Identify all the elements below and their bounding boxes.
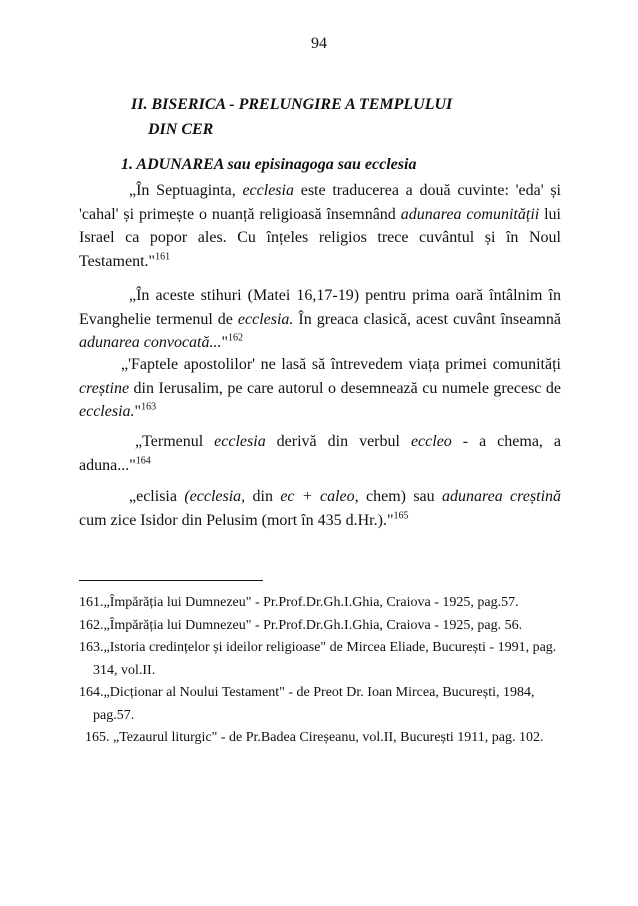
chapter-title-line-1: II. BISERICA - PRELUNGIRE A TEMPLULUI xyxy=(131,96,453,113)
footnote-ref-161: 161 xyxy=(155,251,171,263)
paragraph-5 xyxy=(79,485,561,532)
paragraph-4 xyxy=(79,430,561,477)
chapter-title-line-2: DIN CER xyxy=(148,121,214,138)
text-run: din xyxy=(245,488,281,505)
footnote-ref-163: 163 xyxy=(141,401,157,413)
text-run: cum zice Isidor din Pelusim (mort în 435 d.Hr.)." xyxy=(79,511,394,529)
text-run: este traducerea a două cuvinte: 'eda' și 'cahal' și primește o nuanță religioasă însemnând xyxy=(79,182,562,223)
italic-term: adunarea creștină xyxy=(441,488,562,505)
italic-term: eccleo xyxy=(410,433,452,450)
text-run: chem) sau xyxy=(358,488,442,505)
italic-term: creștine xyxy=(79,379,130,397)
italic-term: ecclesia xyxy=(242,182,294,199)
footnote-ref-164: 164 xyxy=(135,455,151,467)
footnotes xyxy=(79,592,569,750)
footnote-165: 165. „Tezaurul liturgic" - de Pr.Badea Cireșeanu, vol.II, București 1911, pag. 102. xyxy=(85,730,544,745)
text-run: " xyxy=(221,334,229,351)
italic-term: ecclesia xyxy=(214,433,266,450)
text-run: „Termenul xyxy=(135,433,215,450)
footnote-161: 161.„Împărăția lui Dumnezeu" - Pr.Prof.Dr.Gh.I.Ghia, Craiova - 1925, pag.57. xyxy=(79,595,519,610)
italic-term: ecclesia. xyxy=(79,403,135,420)
paragraph-1 xyxy=(79,179,561,273)
italic-term: adunarea comunității xyxy=(400,205,540,223)
text-run: " xyxy=(134,403,142,420)
footnote-separator xyxy=(79,580,263,581)
section-title: 1. ADUNAREA sau episinagoga sau ecclesia xyxy=(121,156,417,173)
paragraph-2 xyxy=(79,284,561,355)
text-run: din Ierusalim, pe care autorul o desemnează cu numele grecesc de xyxy=(129,379,561,397)
footnote-ref-162: 162 xyxy=(228,332,244,344)
paragraph-3 xyxy=(79,353,561,424)
page-number: 94 xyxy=(311,35,327,52)
italic-term: ecclesia. xyxy=(237,310,294,328)
footnote-163: 163.„Istoria credințelor și ideilor religioase" de Mircea Eliade, București - 1991, pag. 314, vol.II. xyxy=(79,640,557,678)
text-run: „eclisia xyxy=(129,488,185,505)
text-run: „În Septuaginta, xyxy=(129,182,243,199)
footnote-162: 162.„Împărăția lui Dumnezeu" - Pr.Prof.Dr.Gh.I.Ghia, Craiova - 1925, pag. 56. xyxy=(79,617,523,633)
text-run: - a chema, a aduna..." xyxy=(79,433,562,474)
footnote-164: 164.„Dicționar al Noului Testament" - de Preot Dr. Ioan Mircea, București, 1984, pag.57. xyxy=(79,685,535,723)
text-run: „'Faptele apostolilor' ne lasă să întrevedem viața primei comunități xyxy=(121,356,561,373)
text-run: „În aceste stihuri (Matei 16,17-19) pentru prima oară întâlnim în Evanghelie termenul de xyxy=(79,287,561,328)
italic-term: adunarea convocată... xyxy=(79,334,222,351)
text-run: În greaca clasică, acest cuvânt înseamnă xyxy=(293,310,561,328)
footnote-ref-165: 165 xyxy=(393,510,409,522)
chapter-title xyxy=(131,92,551,142)
text-run: derivă din verbul xyxy=(265,433,411,450)
text-run: lui Israel ca popor ales. Cu înțeles religios trece cuvântul și în Noul Testament." xyxy=(79,205,562,270)
italic-term: ec + caleo, xyxy=(280,488,359,505)
italic-term: (ecclesia, xyxy=(184,488,246,505)
